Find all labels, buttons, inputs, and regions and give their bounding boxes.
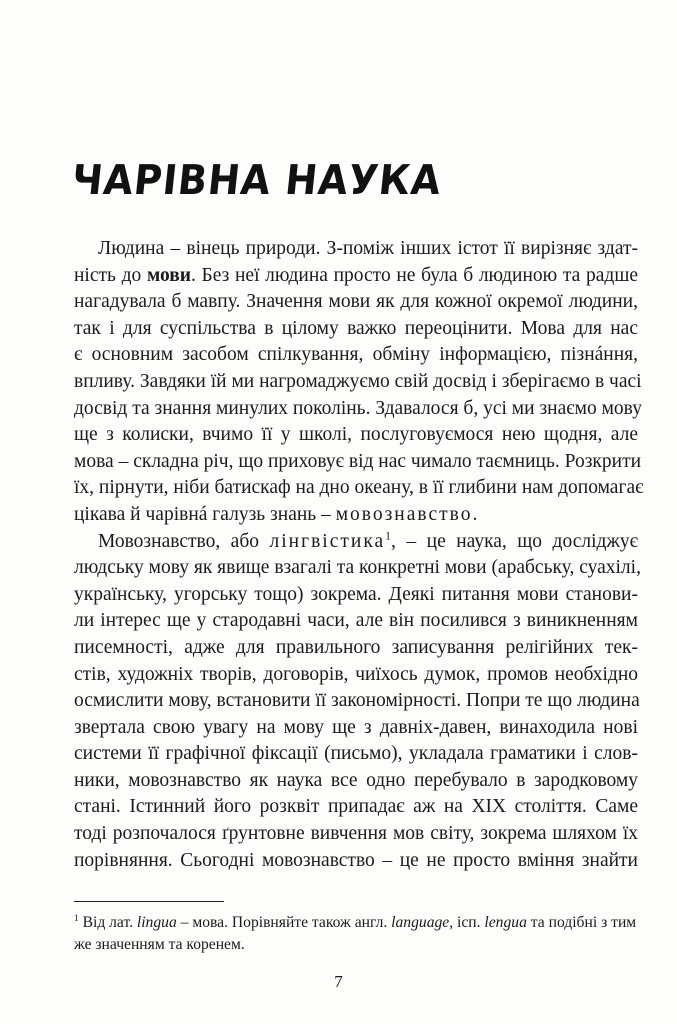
paragraph-1 [74,236,644,529]
text-line: є основним засобом спілкування, обміну інформацією, пізнáння, [74,344,638,366]
text-line: ність до мови. Без неї людина просто не була б людиною та радше [74,264,638,286]
text-line: стані. Істинний його розквіт припадає аж на XIX століття. Саме [74,796,638,818]
text-line: нагадувала б мавпу. Значення мови як для кожної окремої людини, [74,291,638,313]
page-number: 7 [334,972,343,991]
text-line: писемності, адже для правильного записування релігійних тек- [74,636,638,658]
text-line: впливу. Завдяки їй ми нагромаджуємо свій досвід і зберігаємо в часі [74,370,642,392]
footnote-mark: 1 [74,913,79,924]
text-line: тоді розпочалося ґрунтовне вивчення мов світу, зокрема шляхом їх [74,823,638,845]
bold-term: мови [146,264,191,286]
text-line: людську мову як явище взагалі та конкретні мови (арабську, суахілі, [74,557,641,579]
text-line: Мовознавство, або лінгвістика$^1$, – це наука, що досліджує [98,529,639,552]
chapter-title: ЧАРІВНА НАУКА [69,156,444,204]
footnote-line: же значенням та коренем. [74,935,245,953]
text-line: досвід та знання минулих поколінь. Здавалося б, усі ми знаємо мову [74,397,642,419]
text-line: стів, художніх творів, договорів, чиїхось думок, промов необхідно [74,663,638,685]
footnote [74,912,638,955]
text-line: українську, угорську тощо) зокрема. Деякі питання мови станови- [74,583,638,605]
footnote-reference[interactable]: 1 [385,529,392,543]
spaced-term: мовознавство [335,503,473,525]
text-line: осмислити мову, встановити її закономірності. Попри те що людина [74,690,640,712]
text-line: звертала свою увагу на мову ще з давніх-давен, винаходила нові [74,716,638,738]
text-line: ли інтерес ще у стародавні часи, але він посилився з виникненням [74,610,638,632]
text-line: ники, мовознавство як наука все одно перебувало в зародковому [74,769,638,791]
footnote-line: $^1$ Від лат. lingua – мова. Порівняйте також англ. language, ісп. lengua та подібні з тим [74,913,637,931]
text-line: мова – складна річ, що приховує від нас чимало таємниць. Розкрити [74,450,642,472]
text-line: Людина – вінець природи. З-поміж інших істот її вирізняє здат- [98,238,638,259]
paragraph-2 [74,529,641,875]
text-line: так і для суспільства в цілому важко переоцінити. Мова для нас [74,317,638,339]
footnote-divider [74,901,224,902]
text-line: ще з колиски, вчимо її у школі, послуговуємося нею щодня, але [74,424,638,446]
text-line: порівняння. Сьогодні мовознавство – це не просто вміння знайти [74,849,638,871]
spaced-term: лінгвістика [269,530,386,552]
text-line: цікава й чарівнá галузь знань – мовознавство. [74,503,478,525]
text-line: системи її графічної фіксації (письмо), укладала граматики і слов- [74,743,638,765]
text-line: їх, пірнути, ніби батискаф на дно океану, в її глибини нам допомагає [74,477,644,499]
body-text [74,236,644,874]
